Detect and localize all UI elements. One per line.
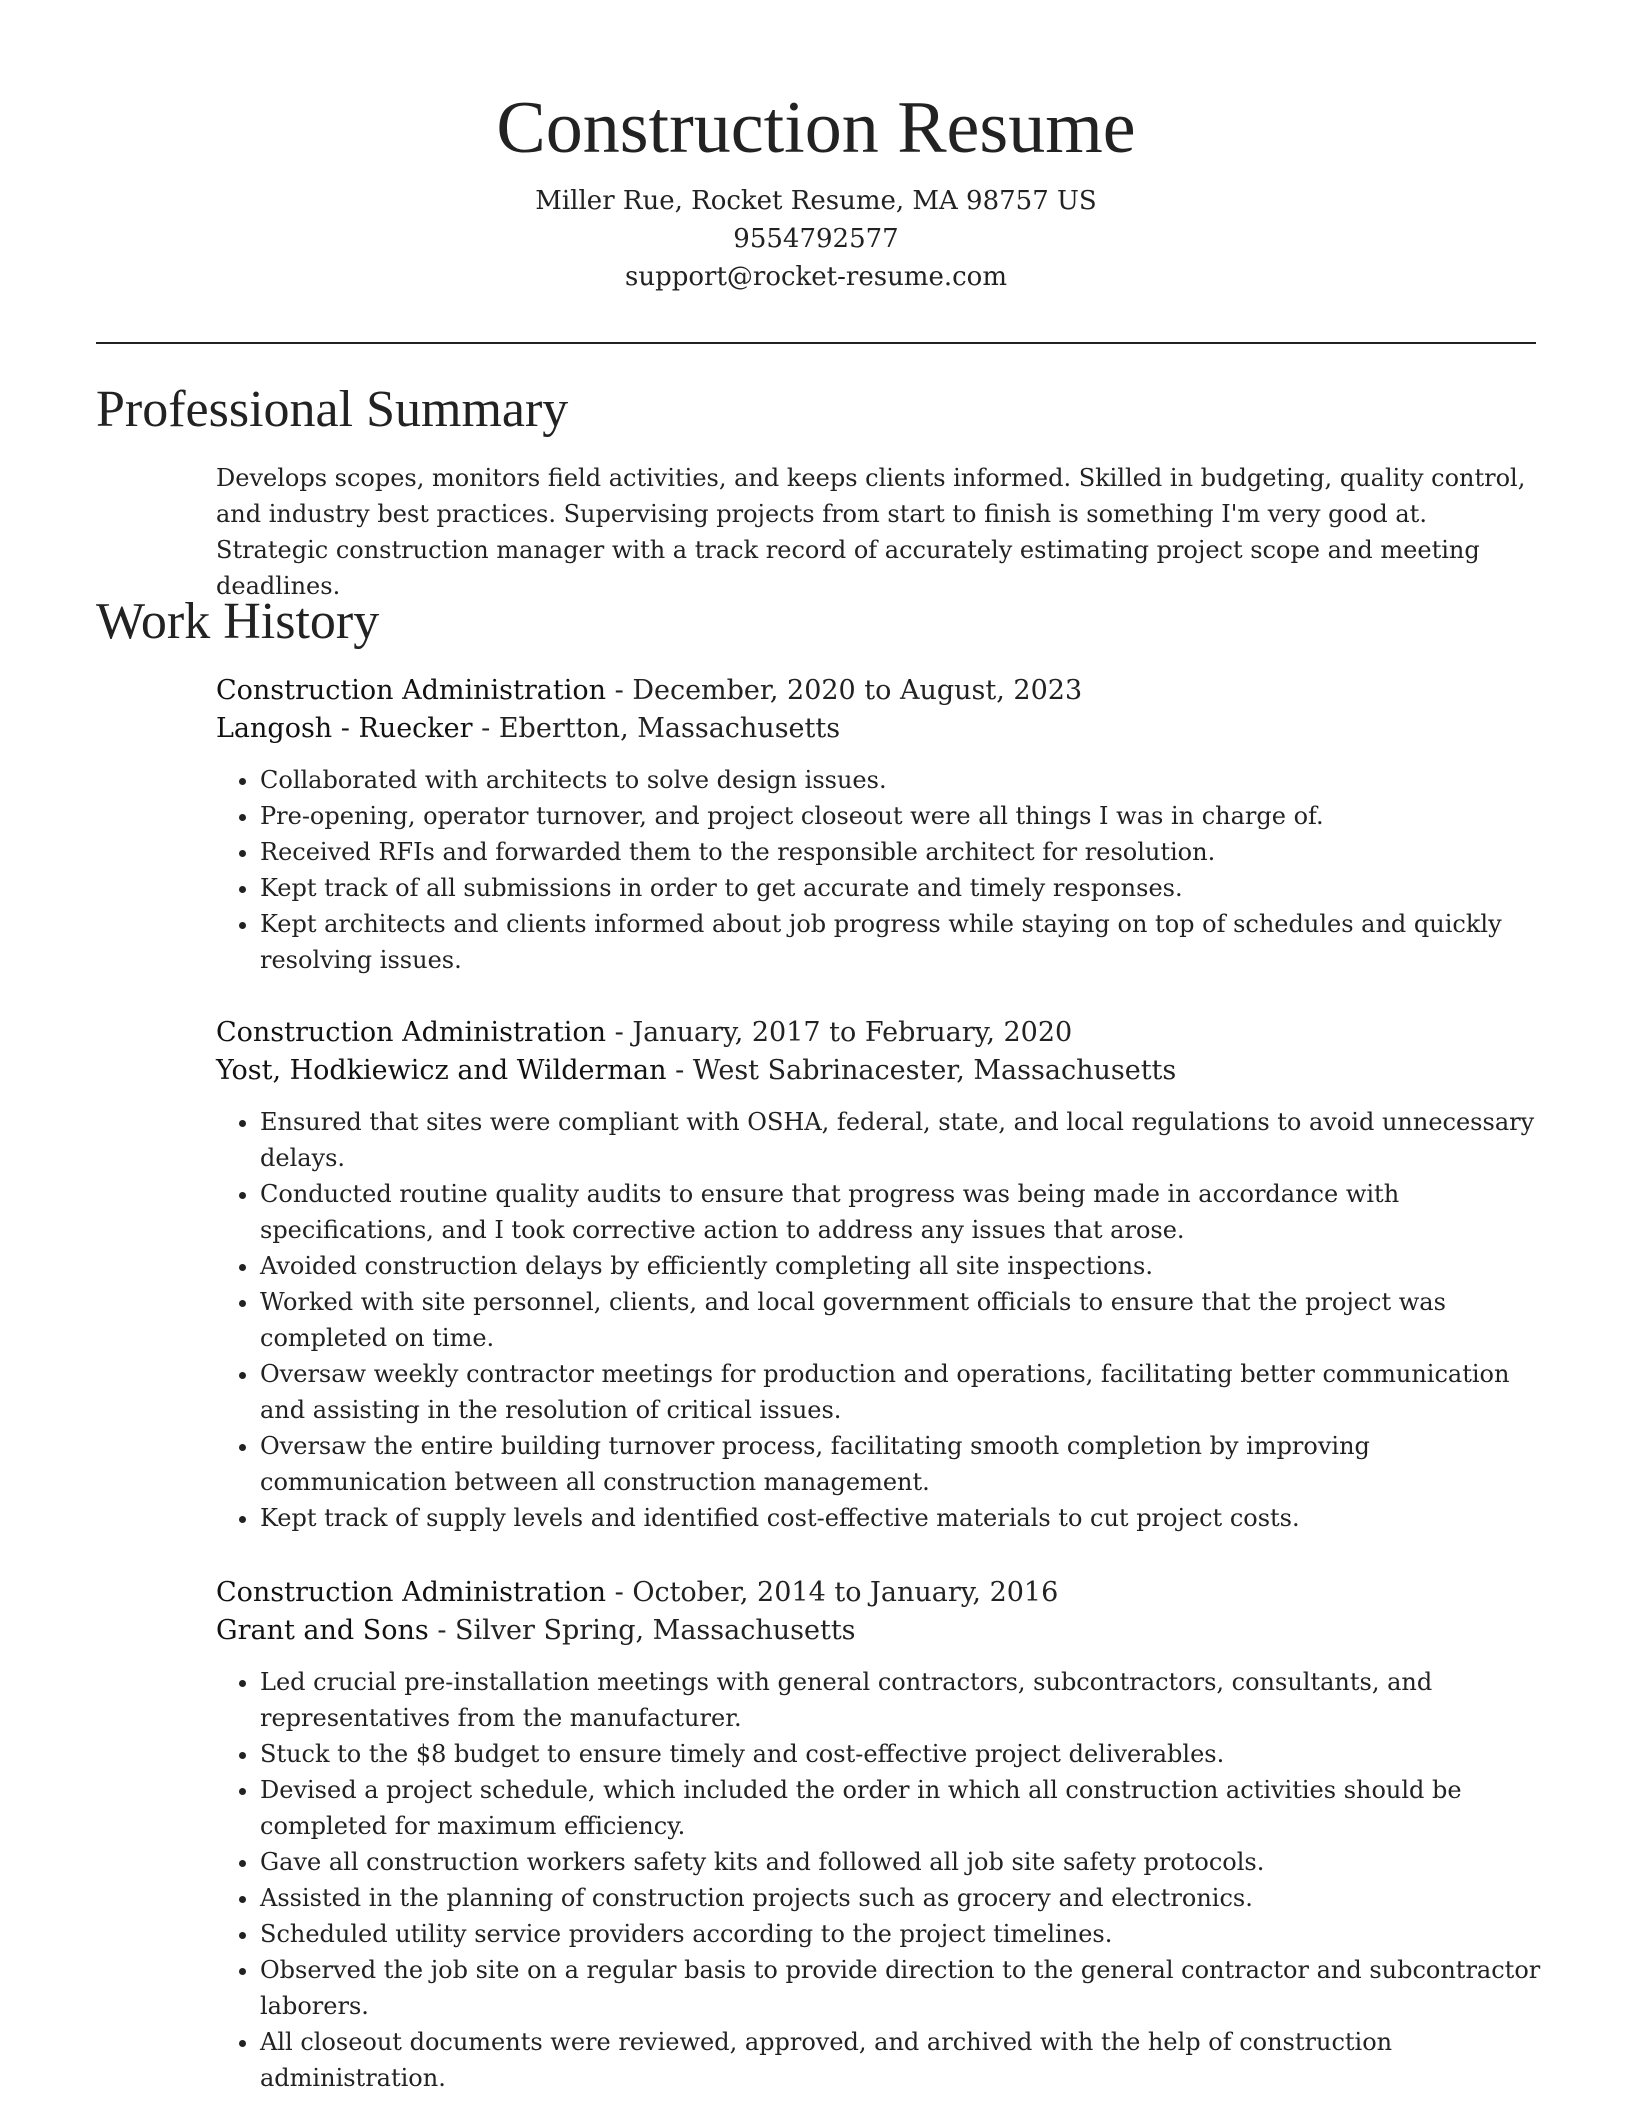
job-bullet: • Stuck to the $8 budget to ensure timely and cost-effective project deliverables. [260,1736,1546,1772]
job-company-line [216,1612,1546,1650]
job-company: Langosh - Ruecker [216,713,473,744]
job-bullet: • Avoided construction delays by efficiently completing all site inspections. [260,1248,1546,1284]
job-bullet: • Collaborated with architects to solve design issues. [260,762,1546,798]
job-title-line [216,672,1546,710]
job-dates: - October, 2014 to January, 2016 [606,1577,1059,1608]
job-bullet: • Kept architects and clients informed about job progress while staying on top of schedules and quickly resolving issues. [260,906,1546,978]
job-bullets [216,1664,1546,2096]
job-bullet: • Gave all construction workers safety kits and followed all job site safety protocols. [260,1844,1546,1880]
job-company-line [216,1052,1546,1090]
job-company: Yost, Hodkiewicz and Wilderman [216,1055,667,1086]
job-bullet: • Kept track of supply levels and identified cost-effective materials to cut project costs. [260,1500,1546,1536]
job-bullet: • Conducted routine quality audits to ensure that progress was being made in accordance with specifications, and I took corrective action to address any issues that arose. [260,1176,1546,1248]
job-bullets [216,762,1546,978]
job-bullet: • Ensured that sites were compliant with OSHA, federal, state, and local regulations to avoid unnecessary delays. [260,1104,1546,1176]
job-bullet: • Oversaw weekly contractor meetings for production and operations, facilitating better communication and assisting in the resolution of critical issues. [260,1356,1546,1428]
summary-text: Develops scopes, monitors field activities, and keeps clients informed. Skilled in budgeting, quality control, and industry best practices. Supervising projects from start to finish is something I'm very good at. Strategic construction manager with a track record of accurately estimating project scope and meeting deadlines. [216,464,1526,600]
job-dates: - January, 2017 to February, 2020 [606,1017,1073,1048]
job-location: - Silver Spring, Massachusetts [428,1615,856,1646]
job-bullet: • Worked with site personnel, clients, and local government officials to ensure that the project was completed on time. [260,1284,1546,1356]
section-title-summary: Professional Summary [96,381,569,438]
job-title-line [216,1014,1546,1052]
job-bullet: • Received RFIs and forwarded them to the responsible architect for resolution. [260,834,1546,870]
job-company-line [216,710,1546,748]
job-role: Construction Administration [216,1577,607,1608]
resume-title: Construction Resume [496,87,1136,169]
job-bullet: • Kept track of all submissions in order to get accurate and timely responses. [260,870,1546,906]
job-location: - Ebertton, Massachusetts [472,713,841,744]
job-role: Construction Administration [216,1017,607,1048]
job-bullet: • Led crucial pre-installation meetings with general contractors, subcontractors, consultants, and representatives from the manufacturer. [260,1664,1546,1736]
job-bullet: • Pre-opening, operator turnover, and project closeout were all things I was in charge of. [260,798,1546,834]
job-company: Grant and Sons [216,1615,429,1646]
header-divider [96,342,1536,344]
job-bullet: • Observed the job site on a regular basis to provide direction to the general contractor and subcontractor laborers. [260,1952,1546,2024]
job-dates: - December, 2020 to August, 2023 [606,675,1083,706]
contact-block [0,182,1632,296]
job-bullet: • Oversaw the entire building turnover process, facilitating smooth completion by improving communication between all construction management. [260,1428,1546,1500]
job-bullet: • Assisted in the planning of construction projects such as grocery and electronics. [260,1880,1546,1916]
job-bullet: • Devised a project schedule, which included the order in which all construction activities should be completed for maximum efficiency. [260,1772,1546,1844]
job-entry [216,1014,1546,1536]
job-bullet: • Scheduled utility service providers according to the project timelines. [260,1916,1546,1952]
job-role: Construction Administration [216,675,607,706]
contact-phone: 9554792577 [733,224,899,254]
job-title-line [216,1574,1546,1612]
section-title-work-history: Work History [96,593,380,650]
contact-address: Miller Rue, Rocket Resume, MA 98757 US [535,186,1097,216]
job-bullet: • All closeout documents were reviewed, approved, and archived with the help of construction administration. [260,2024,1546,2096]
job-entry [216,1574,1546,2096]
job-entry [216,672,1546,978]
resume-header [0,0,1632,296]
contact-email: support@rocket-resume.com [624,262,1007,292]
job-location: - West Sabrinacester, Massachusetts [666,1055,1177,1086]
job-bullets [216,1104,1546,1536]
